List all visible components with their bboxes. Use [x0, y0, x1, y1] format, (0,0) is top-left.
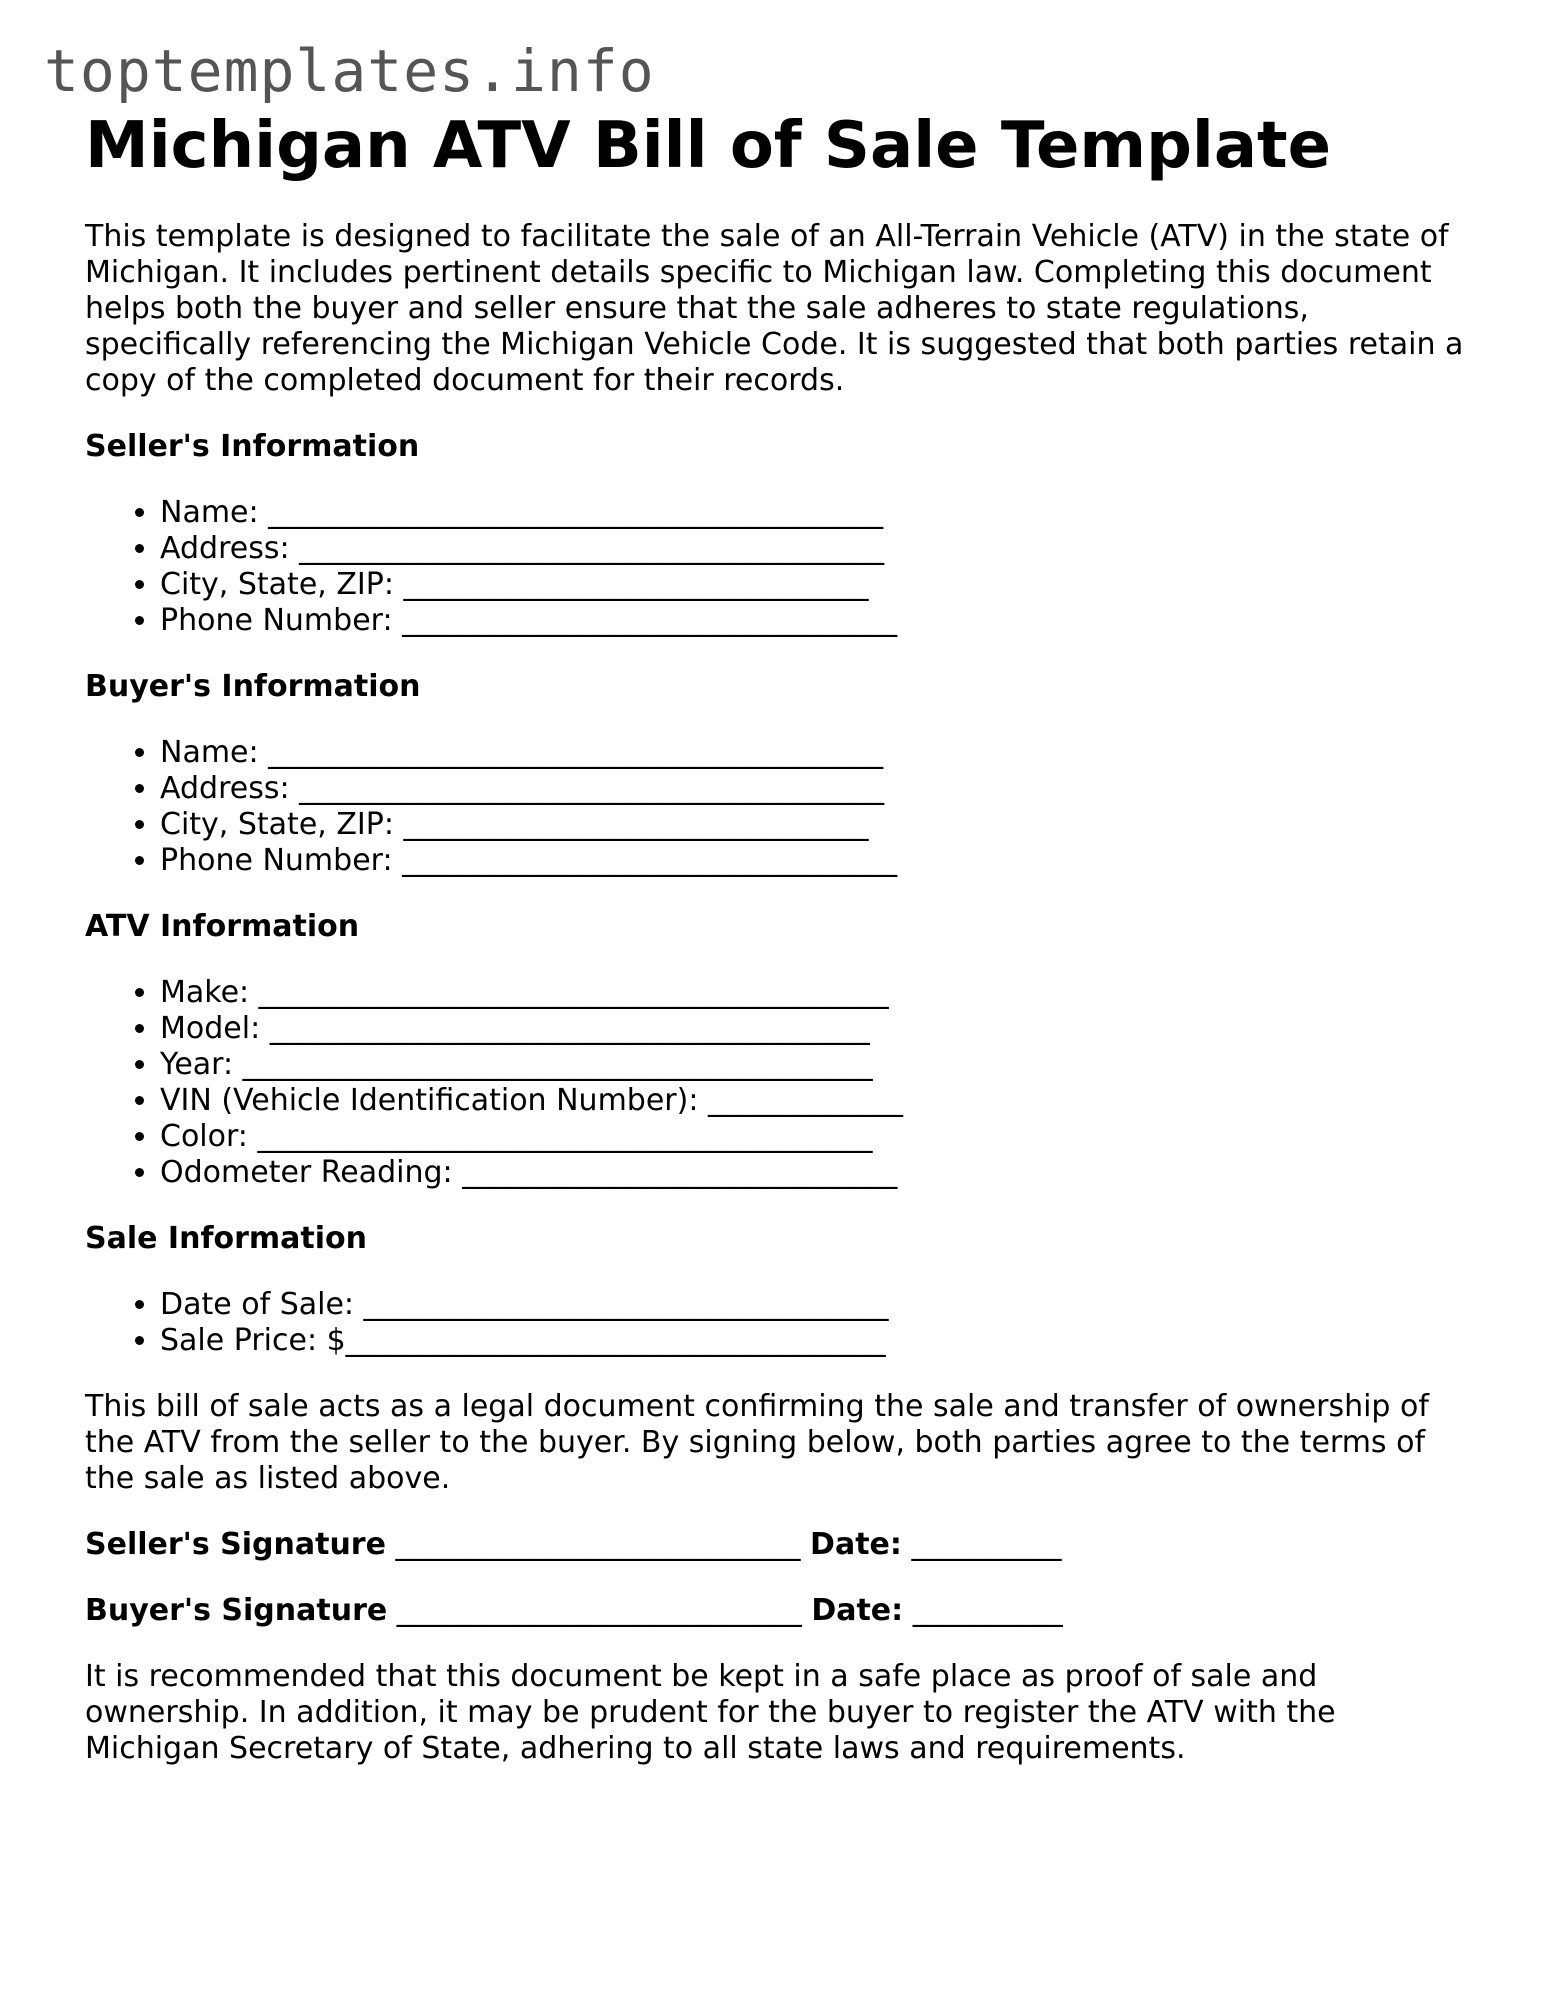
final-note-paragraph: It is recommended that this document be kept in a safe place as proof of sale and ownership. In addition, it may be prudent for the buyer to register the ATV with the Michigan Secretary of State, adhering to all state laws and requirements.: [85, 1659, 1336, 1766]
atv-make-field: • Make: __________________________________________: [160, 975, 1465, 1011]
sale-field-list: [85, 1287, 1465, 1359]
buyer-address-field: • Address: _______________________________________: [160, 771, 1465, 807]
document-title: Michigan ATV Bill of Sale Template: [85, 109, 1331, 183]
seller-signature-row: [85, 1527, 1465, 1563]
buyer-phone-field: • Phone Number: _________________________________: [160, 843, 1465, 879]
closing-paragraph: This bill of sale acts as a legal document confirming the sale and transfer of ownership of the ATV from the seller to the buyer. By signing below, both parties agree to the terms of the sale as listed above.: [85, 1389, 1429, 1496]
buyer-section-title: Buyer's Information: [85, 669, 421, 704]
seller-address-field: • Address: _______________________________________: [160, 531, 1465, 567]
seller-signature-line: ___________________________: [395, 1527, 801, 1562]
atv-section-title: ATV Information: [85, 909, 360, 944]
seller-signature-label: Seller's Signature: [85, 1527, 386, 1562]
sale-date-field: • Date of Sale: ___________________________________: [160, 1287, 1465, 1323]
seller-city-state-zip-field: • City, State, ZIP: _______________________________: [160, 567, 1465, 603]
atv-field-list: [85, 975, 1465, 1191]
seller-section-title: Seller's Information: [85, 429, 420, 464]
atv-model-field: • Model: ________________________________________: [160, 1011, 1465, 1047]
seller-name-field: • Name: _________________________________________: [160, 495, 1465, 531]
buyer-field-list: [85, 735, 1465, 879]
buyer-name-field: • Name: _________________________________________: [160, 735, 1465, 771]
seller-phone-field: • Phone Number: _________________________________: [160, 603, 1465, 639]
intro-paragraph: This template is designed to facilitate the sale of an All-Terrain Vehicle (ATV) in the state of Michigan. It includes pertinent details specific to Michigan law. Completing this document helps both the buyer and seller ensure that the sale adheres to state regulations, specifically referencing the Michigan Vehicle Code. It is suggested that both parties retain a copy of the completed document for their records.: [85, 219, 1464, 398]
buyer-date-label: Date:: [811, 1593, 904, 1628]
atv-vin-field: • VIN (Vehicle Identification Number): _____________: [160, 1083, 1465, 1119]
buyer-signature-label: Buyer's Signature: [85, 1593, 388, 1628]
sale-section-title: Sale Information: [85, 1221, 367, 1256]
seller-date-label: Date:: [810, 1527, 902, 1562]
buyer-signature-line: ___________________________: [396, 1593, 802, 1628]
seller-date-line: __________: [911, 1527, 1062, 1562]
atv-odometer-field: • Odometer Reading: _____________________________: [160, 1155, 1465, 1191]
atv-color-field: • Color: _________________________________________: [160, 1119, 1465, 1155]
seller-field-list: [85, 495, 1465, 639]
buyer-date-line: __________: [912, 1593, 1063, 1628]
watermark: toptemplates.info: [44, 37, 655, 105]
atv-year-field: • Year: __________________________________________: [160, 1047, 1465, 1083]
document-page: [85, 108, 1465, 1767]
buyer-city-state-zip-field: • City, State, ZIP: _______________________________: [160, 807, 1465, 843]
sale-price-field: • Sale Price: $____________________________________: [160, 1323, 1465, 1359]
buyer-signature-row: [85, 1593, 1465, 1629]
